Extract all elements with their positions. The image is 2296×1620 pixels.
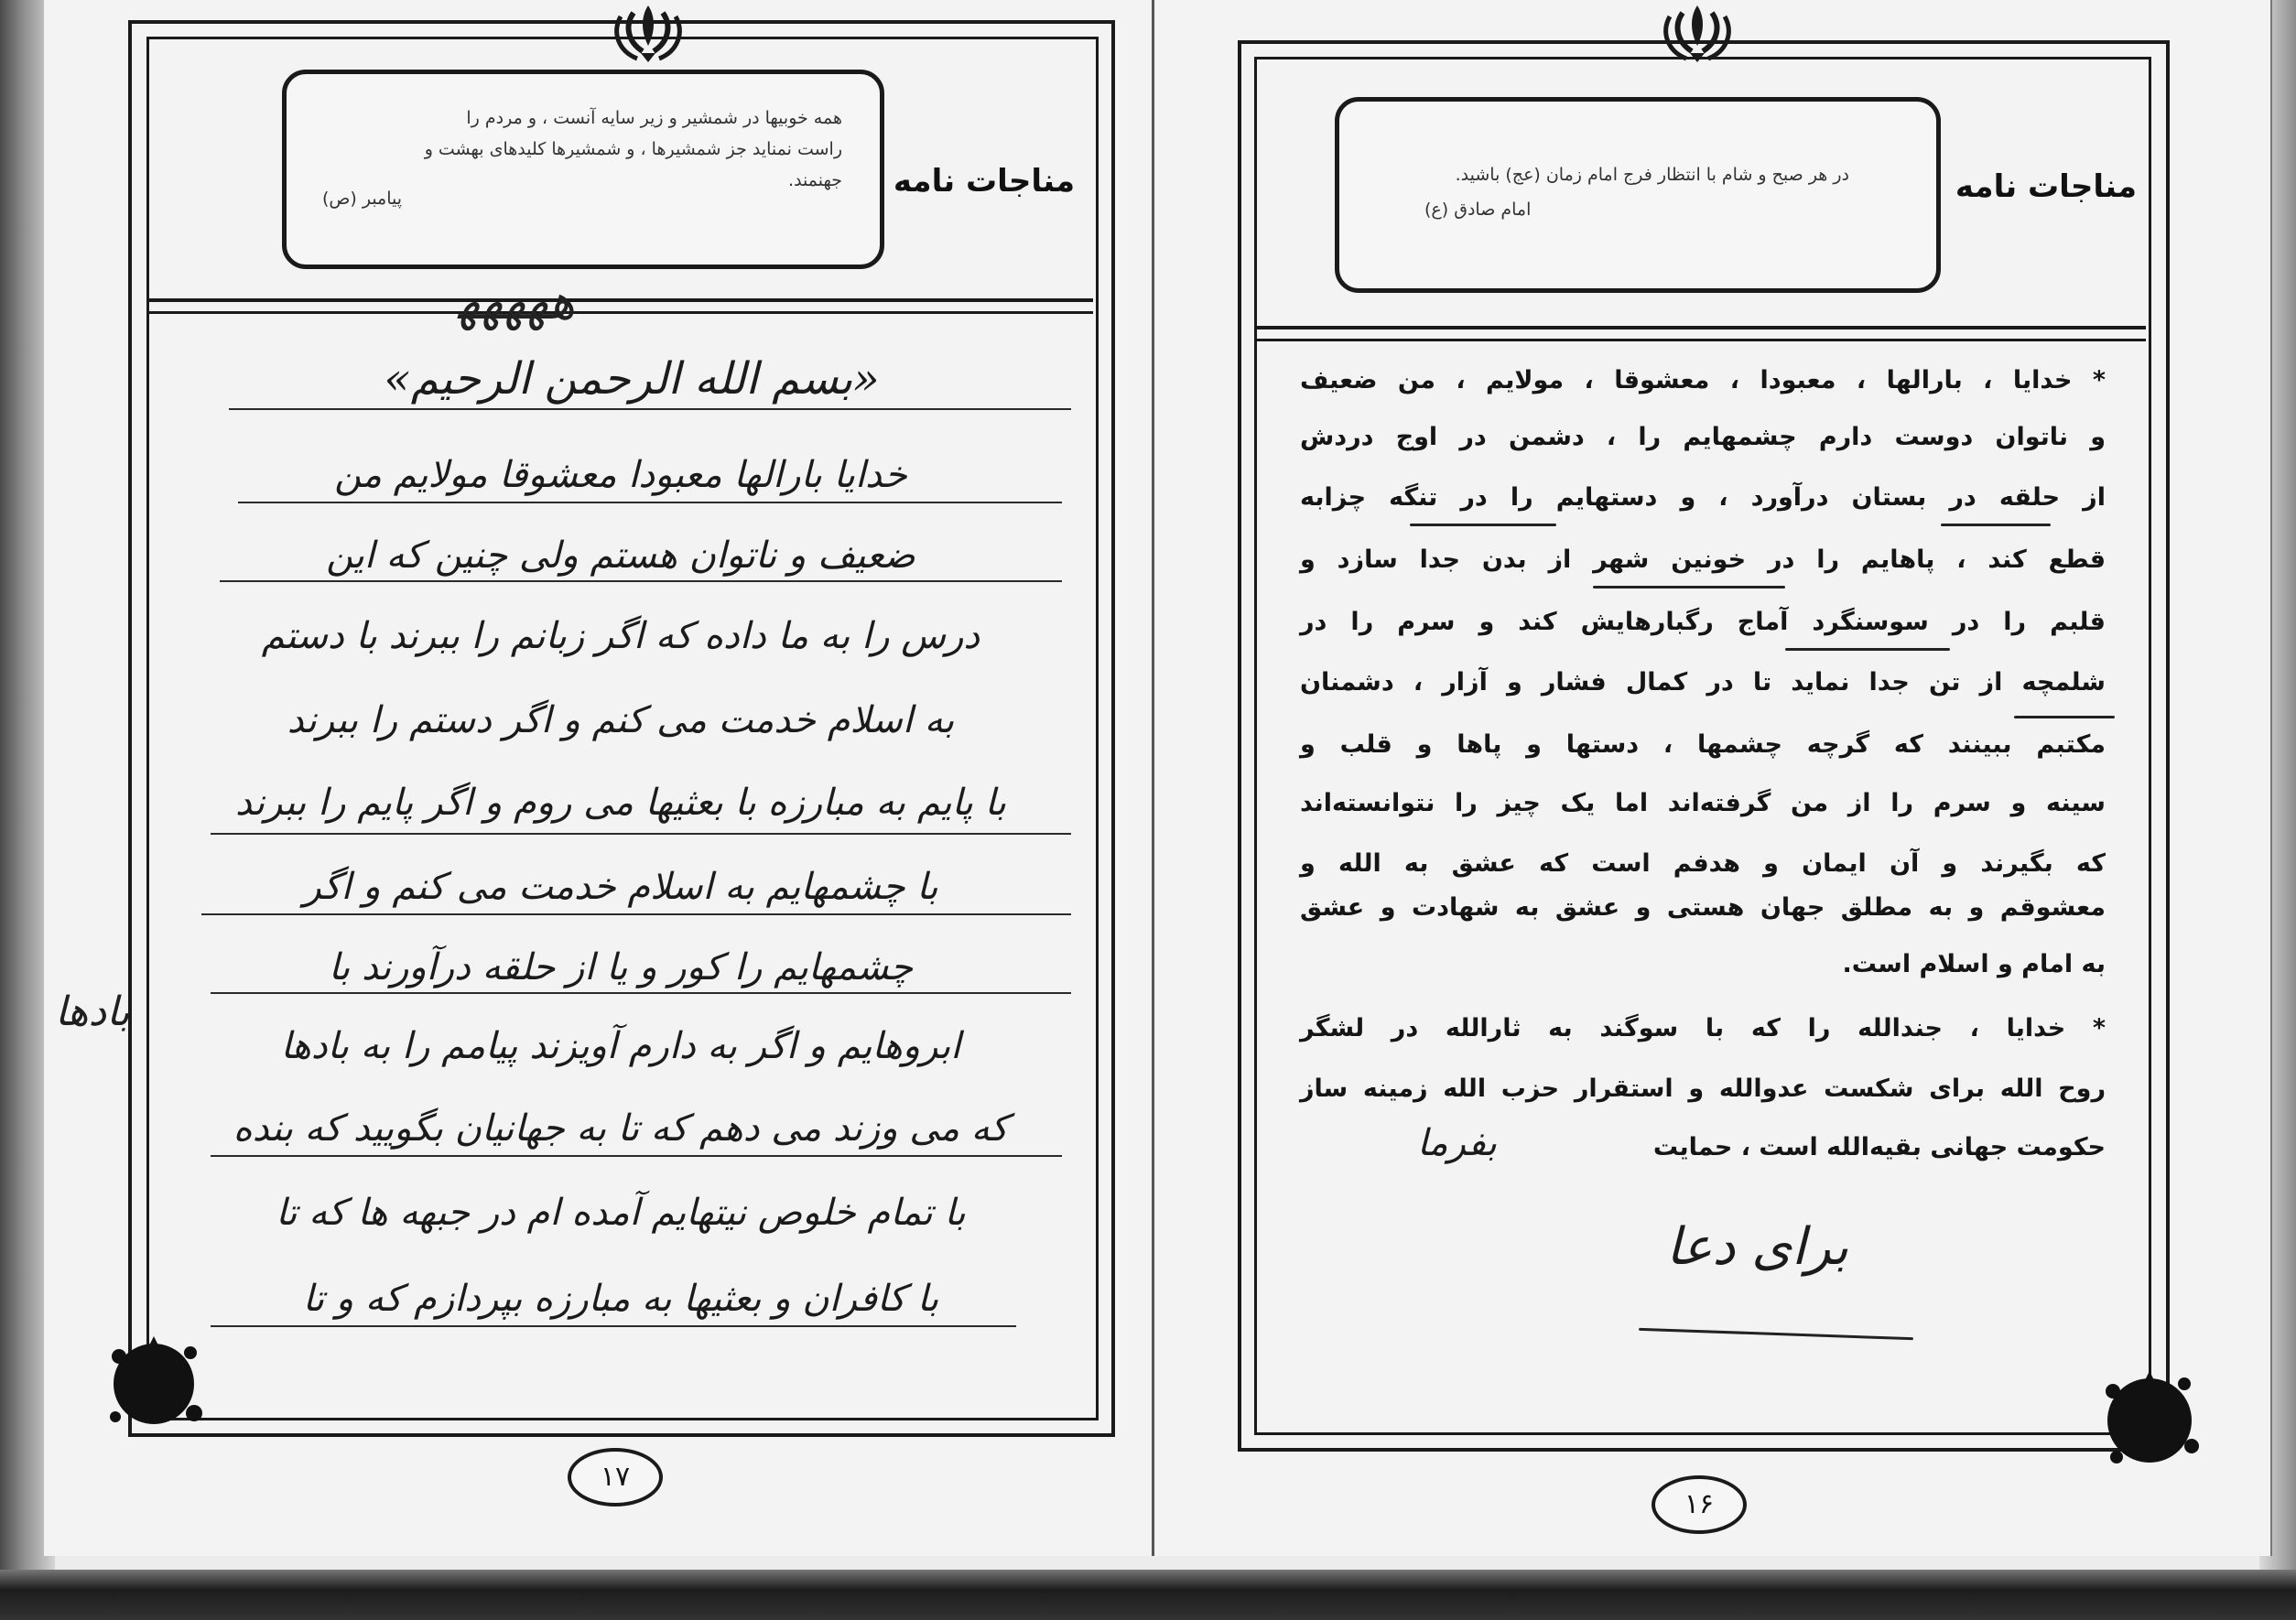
printed-line: * خدایا ، جندالله را که با سوگند به ثارالله در لشگر bbox=[1300, 1014, 2106, 1042]
ruled-line bbox=[220, 580, 1062, 582]
quote-attribution: امام صادق (ع) bbox=[1424, 200, 1532, 220]
ruled-line bbox=[211, 833, 1071, 835]
handwritten-line: با تمام خلوص نیتهایم آمده ام در جبهه ها که تا bbox=[276, 1192, 966, 1234]
ruled-line bbox=[229, 408, 1071, 410]
margin-handwriting: بادها bbox=[55, 988, 130, 1035]
crossed-out-scribble: ﻫﻬﻬﻬﻬ bbox=[458, 273, 576, 330]
printed-line: * خدایا ، بارالها ، معبودا ، معشوقا ، مولایم ، من ضعیف bbox=[1300, 366, 2106, 394]
handwritten-line: با چشمهایم به اسلام خدمت می کنم و اگر bbox=[303, 866, 938, 908]
quote-line: در هر صبح و شام با انتظار فرج امام زمان (عج) باشید. bbox=[1455, 165, 1849, 185]
emblem-icon bbox=[1655, 0, 1739, 64]
ink-blot-icon bbox=[99, 1329, 209, 1439]
ruled-line bbox=[201, 913, 1071, 915]
handwritten-line: خدایا بارالها معبودا معشوقا مولایم من bbox=[334, 454, 907, 496]
handwritten-line: به اسلام خدمت می کنم و اگر دستم را ببرند bbox=[287, 699, 955, 741]
ruled-line bbox=[211, 1325, 1016, 1327]
page-16-header-divider bbox=[1254, 326, 2146, 341]
page-16-header-title: مناجات نامه bbox=[1955, 168, 2138, 205]
page-number-17: ۱۷ bbox=[568, 1448, 663, 1507]
hand-underline bbox=[1941, 524, 2051, 526]
ruled-line bbox=[211, 992, 1071, 994]
ruled-line bbox=[211, 1155, 1062, 1157]
page-number-16: ۱۶ bbox=[1652, 1475, 1747, 1534]
printed-line: که بگیرند و آن ایمان و هدفم است که عشق به الله و bbox=[1300, 849, 2106, 878]
handwritten-addition: بفرما bbox=[1417, 1122, 1498, 1164]
emblem-icon bbox=[606, 0, 690, 64]
printed-line: معشوقم و به مطلق جهان هستی و عشق به شهادت و عشق bbox=[1300, 893, 2106, 922]
hand-underline bbox=[1593, 586, 1785, 589]
handwritten-line: که می وزند می دهم که تا به جهانیان بگویید که بنده bbox=[233, 1107, 1009, 1150]
printed-line: و ناتوان دوست دارم چشمهایم را ، دشمن در اوج دردش bbox=[1300, 423, 2106, 451]
printed-line: قطع کند ، پاهایم را در خونین شهر از بدن جدا سازد و bbox=[1300, 545, 2106, 574]
printed-line: روح الله برای شکست عدوالله و استقرار حزب الله زمینه ساز bbox=[1300, 1075, 2106, 1103]
printed-line: از حلقه در بستان درآورد ، و دستهایم را در تنگه چزابه bbox=[1300, 483, 2106, 512]
quote-line: راست نمناید جز شمشیرها ، و شمشیرها کلیدهای بهشت و bbox=[424, 139, 842, 159]
handwritten-line: چشمهایم را کور و یا از حلقه درآورند با bbox=[328, 946, 914, 988]
quote-attribution: پیامبر (ص) bbox=[322, 189, 403, 209]
handwritten-bismillah: «بسم الله الرحمن الرحیم» bbox=[384, 353, 880, 405]
handwritten-line: ابروهایم و اگر به دارم آویزند پیامم را به بادها bbox=[280, 1025, 961, 1067]
quote-line: همه خوبیها در شمشیر و زیر سایه آنست ، و مردم را bbox=[466, 108, 842, 128]
page-16-quote bbox=[1373, 159, 1849, 190]
page-17-header-title: مناجات نامه bbox=[893, 163, 1076, 200]
printed-line: سینه و سرم را از من گرفته‌اند اما یک چیز را نتوانسته‌اند bbox=[1300, 789, 2106, 817]
ink-blot-icon bbox=[2095, 1366, 2204, 1475]
hand-underline bbox=[1410, 524, 1556, 526]
hand-underline bbox=[2014, 716, 2115, 718]
handwritten-line: ضعیف و ناتوان هستم ولی چنین که این bbox=[326, 535, 915, 577]
hand-underline bbox=[1785, 648, 1950, 651]
printed-line: قلبم را در سوسنگرد آماج رگبارهایش کند و سرم را در bbox=[1300, 608, 2106, 636]
handwritten-line: درس را به ما داده که اگر زبانم را ببرند با دستم bbox=[261, 615, 980, 657]
printed-line: شلمچه از تن جدا نماید تا در کمال فشار و آزار ، دشمنان bbox=[1300, 668, 2106, 697]
quote-line: جهنمند. bbox=[788, 170, 842, 190]
scan-bottom-shadow bbox=[0, 1570, 2296, 1620]
ruled-line bbox=[238, 502, 1062, 503]
page-17-header-divider bbox=[146, 298, 1093, 314]
handwritten-line: با پایم به مبارزه با بعثیها می روم و اگر پایم را ببرند bbox=[235, 782, 1006, 824]
printed-line: مکتبم ببینند که گرچه چشمها ، دستها و پاها و قلب و bbox=[1300, 730, 2106, 759]
handwritten-line: با کافران و بعثیها به مبارزه بپردازم که و تا bbox=[302, 1278, 939, 1320]
handwritten-signature: برای دعا bbox=[1666, 1217, 1849, 1277]
printed-line: حکومت جهانی بقیه‌الله است ، حمایت bbox=[1652, 1133, 2106, 1161]
printed-line: به امام و اسلام است. bbox=[1842, 950, 2106, 978]
page-17-quote bbox=[311, 103, 842, 196]
